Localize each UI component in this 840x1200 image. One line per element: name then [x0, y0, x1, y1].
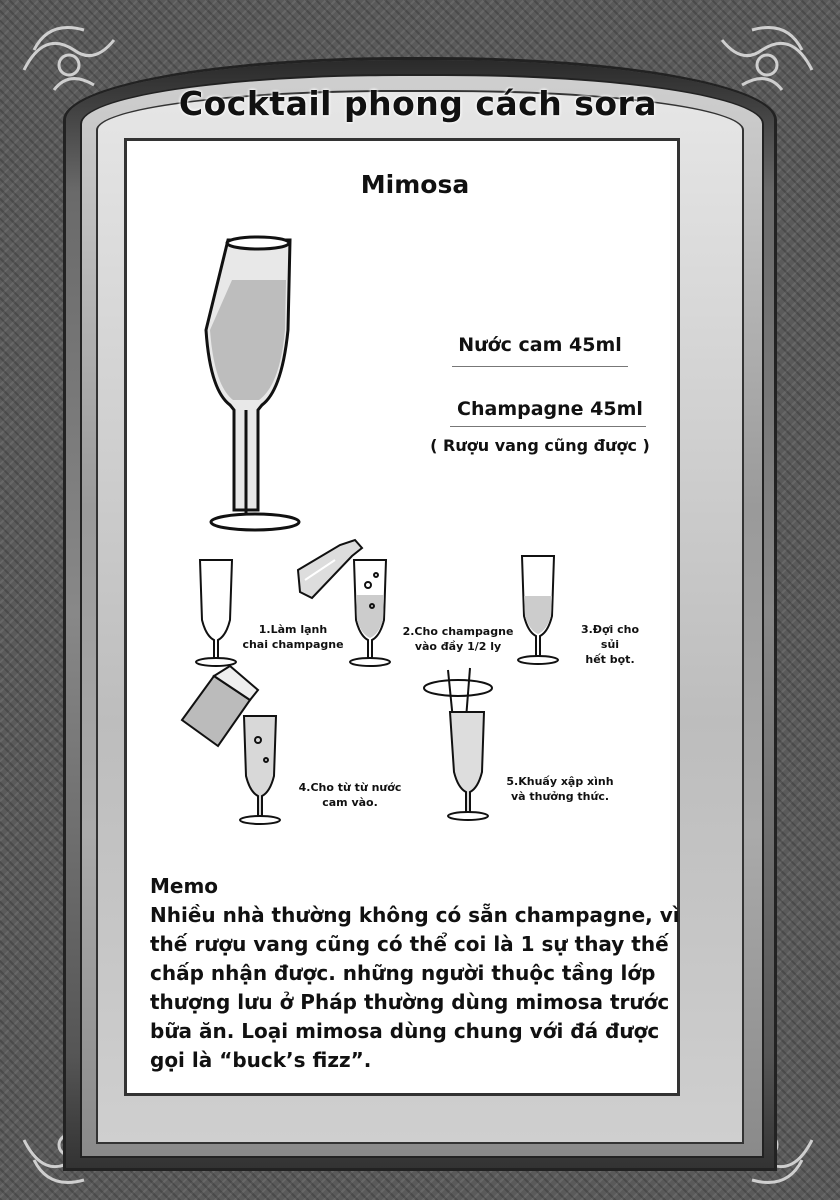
step-2-caption: [398, 624, 518, 654]
step-2-line-2: vào đầy 1/2 ly: [414, 640, 502, 653]
champagne-flute-icon: [206, 237, 299, 530]
ingredient-orange-juice: Nước cam 45ml: [458, 334, 622, 356]
step-4-line-1: 4.Cho từ từ nước: [298, 781, 402, 794]
step-2-line-1: 2.Cho champagne: [402, 625, 514, 638]
champagne-bottle-icon: [298, 540, 362, 598]
flute-half-filled-icon: [350, 560, 390, 666]
step-4-line-2: cam vào.: [322, 796, 378, 809]
step-3-line-2: hết bọt.: [585, 653, 635, 666]
memo-section: [150, 872, 680, 1075]
ingredient-champagne: Champagne 45ml: [457, 398, 643, 420]
step-1-line-1: 1.Làm lạnh: [258, 623, 328, 636]
ingredient-note: ( Rượu vang cũng được ): [430, 436, 650, 455]
step-5-line-1: 5.Khuấy xập xình: [506, 775, 614, 788]
empty-flute-icon: [196, 560, 236, 666]
step-5-line-2: và thưởng thức.: [510, 790, 610, 803]
step-5-caption: [500, 774, 620, 804]
cocktail-name: Mimosa: [360, 170, 470, 199]
flute-juice-filled-icon: [240, 716, 280, 824]
step-4-caption: [290, 780, 410, 810]
memo-heading: Memo: [150, 874, 219, 898]
memo-body: Nhiều nhà thường không có sẵn champagne, vì thế rượu vang cũng có thể coi là 1 sự thay thế chấp nhận được. những người thuộc tầng lớp thượng lưu ở Pháp thường dùng mimosa trước bữa ăn. Loại mimosa dùng chung với đá được gọi là “buck’s fizz”.: [150, 903, 680, 1072]
stirring-flute-icon: [424, 668, 492, 820]
page-title: Cocktail phong cách sora: [178, 84, 658, 123]
step-3-caption: [570, 622, 650, 667]
step-1-line-2: chai champagne: [242, 638, 344, 651]
step-3-line-1: 3.Đợi cho sủi: [580, 623, 640, 651]
flute-settled-icon: [518, 556, 558, 664]
step-1-caption: [238, 622, 348, 652]
